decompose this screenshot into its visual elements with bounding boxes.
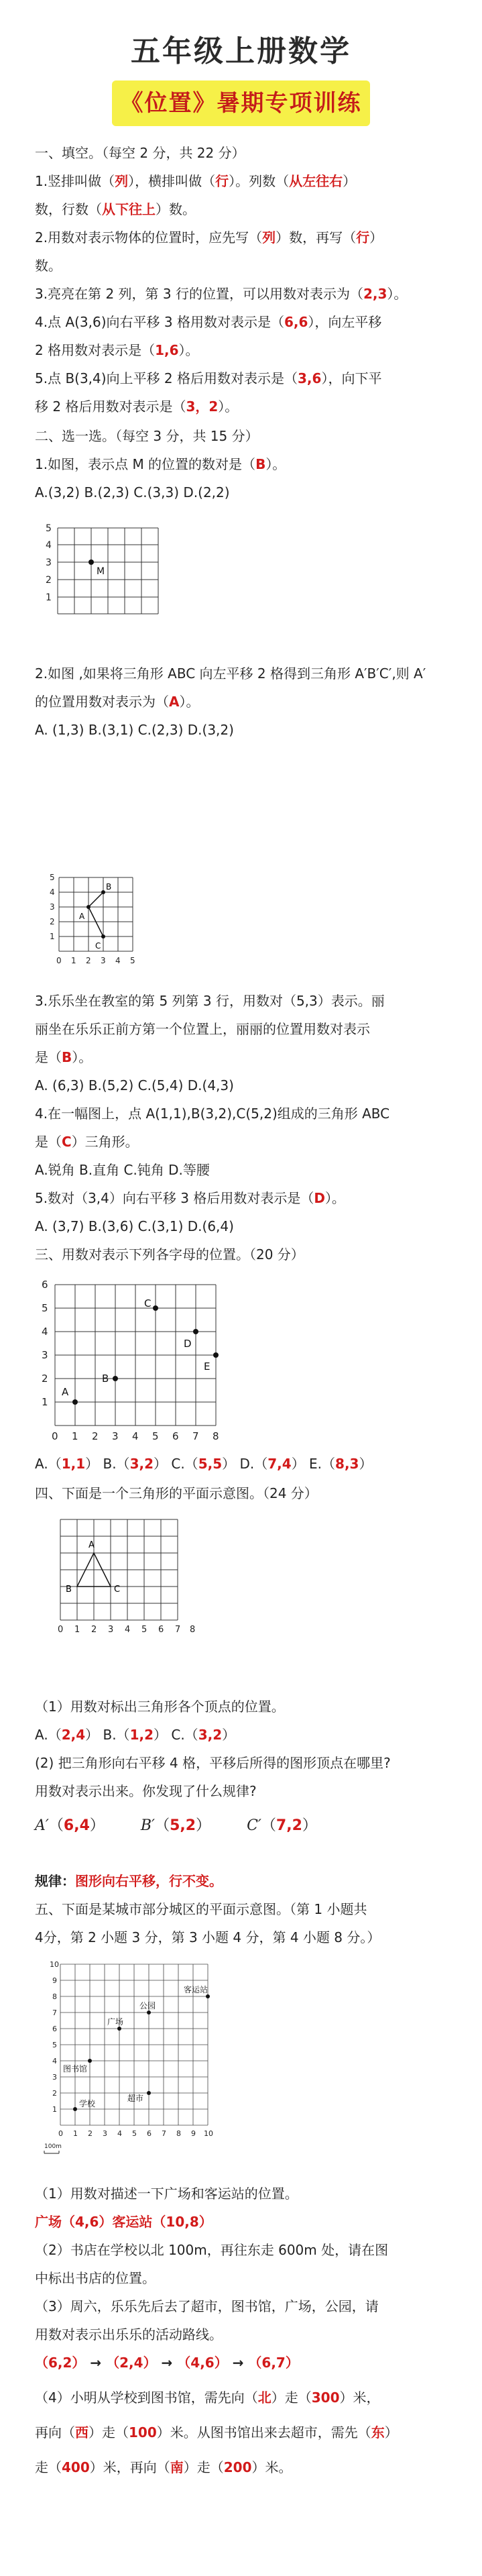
s2-q1: 1.如图，表示点 M 的位置的数对是（B）。 bbox=[35, 456, 286, 472]
svg-text:4: 4 bbox=[117, 2129, 122, 2138]
s5-q1: （1）用数对描述一下广场和客运站的位置。 bbox=[35, 2186, 298, 2202]
svg-text:0: 0 bbox=[58, 1625, 64, 1635]
grid-triangle-abc bbox=[47, 872, 154, 979]
svg-text:B: B bbox=[106, 882, 112, 892]
s1-q4-line1: 4.点 A(3,6)向右平移 3 格用数对表示是（6,6），向左平移 bbox=[35, 314, 382, 330]
s3-answers: A.（1,1） B.（3,2） C.（5,5） D.（7,4） E.（8,3） bbox=[35, 1456, 373, 1472]
s2-q2-line2: 的位置用数对表示为（A）。 bbox=[35, 694, 200, 710]
svg-text:A: A bbox=[79, 912, 85, 921]
page-title: 五年级上册数学 bbox=[131, 34, 351, 68]
svg-text:3: 3 bbox=[112, 1430, 119, 1442]
svg-text:1: 1 bbox=[73, 2129, 78, 2138]
s2-q3-line2: 丽坐在乐乐正前方第一个位置上，丽丽的位置用数对表示 bbox=[35, 1021, 370, 1037]
svg-text:10: 10 bbox=[50, 1960, 59, 1969]
svg-text:3: 3 bbox=[42, 1349, 48, 1361]
s1-q3: 3.亮亮在第 2 列，第 3 行的位置，可以用数对表示为（2,3）。 bbox=[35, 286, 408, 302]
subtitle-banner bbox=[112, 80, 370, 126]
svg-text:C: C bbox=[95, 941, 101, 951]
svg-text:7: 7 bbox=[162, 2129, 166, 2138]
svg-text:6: 6 bbox=[52, 2025, 57, 2033]
section2-heading: 二、选一选。（每空 3 分，共 15 分） bbox=[35, 428, 259, 444]
svg-text:6: 6 bbox=[172, 1430, 179, 1442]
svg-text:2: 2 bbox=[42, 1373, 48, 1385]
svg-text:0: 0 bbox=[58, 2129, 63, 2138]
s5-q3-line2: 用数对表示出乐乐的活动路线。 bbox=[35, 2326, 223, 2343]
svg-text:2: 2 bbox=[86, 956, 91, 965]
map-label-supermarket: 超市 bbox=[127, 2094, 144, 2103]
svg-text:1: 1 bbox=[74, 1625, 80, 1635]
grid-point-m bbox=[32, 518, 186, 635]
section5-heading-line1: 五、下面是某城市部分城区的平面示意图。（第 1 小题共 bbox=[35, 1901, 367, 1917]
svg-text:5: 5 bbox=[141, 1625, 147, 1635]
s4-q1-answers: A.（2,4） B.（1,2） C.（3,2） bbox=[35, 1727, 236, 1743]
s2-q5: 5.数对（3,4）向右平移 3 格后用数对表示是（D）。 bbox=[35, 1190, 345, 1206]
svg-text:5: 5 bbox=[46, 523, 52, 534]
s4-q2-line1: (2) 把三角形向右平移 4 格，平移后所得的图形顶点在哪里? bbox=[35, 1755, 391, 1771]
svg-text:3: 3 bbox=[108, 1625, 114, 1635]
map-label-library: 图书馆 bbox=[63, 2064, 88, 2074]
svg-text:1: 1 bbox=[71, 956, 76, 965]
grid-triangle-s4 bbox=[47, 1513, 194, 1647]
section5-heading-line2: 4分，第 2 小题 3 分，第 3 小题 4 分，第 4 小题 8 分。） bbox=[35, 1929, 381, 1945]
point-m bbox=[88, 559, 94, 565]
svg-text:4: 4 bbox=[125, 1625, 131, 1635]
map-label-station: 客运站 bbox=[184, 1985, 208, 1994]
svg-text:E: E bbox=[204, 1360, 210, 1373]
city-map bbox=[40, 1957, 241, 2165]
s2-q4-line1: 4.在一幅图上，点 A(1,1),B(3,2),C(5,2)组成的三角形 ABC bbox=[35, 1106, 390, 1122]
grid-letters-abcde bbox=[35, 1275, 229, 1442]
svg-text:6: 6 bbox=[158, 1625, 164, 1635]
map-label-park: 公园 bbox=[139, 2001, 156, 2010]
s2-q2-line1: 2.如图 ,如果将三角形 ABC 向左平移 2 格得到三角形 A′B′C′,则 A′ bbox=[35, 665, 426, 682]
s5-q1-answer: 广场（4,6）客运站（10,8） bbox=[35, 2214, 213, 2230]
svg-text:8: 8 bbox=[190, 1625, 196, 1635]
svg-text:8: 8 bbox=[213, 1430, 219, 1442]
svg-text:C: C bbox=[114, 1585, 121, 1595]
svg-text:7: 7 bbox=[52, 2008, 57, 2017]
section1-heading: 一、填空。（每空 2 分，共 22 分） bbox=[35, 145, 245, 161]
svg-text:5: 5 bbox=[130, 956, 135, 965]
s5-q4-line3: 走（400）米，再向（南）走（200）米。 bbox=[35, 2459, 292, 2475]
svg-text:3: 3 bbox=[52, 2073, 57, 2082]
svg-text:4: 4 bbox=[46, 540, 52, 551]
svg-text:C: C bbox=[144, 1297, 152, 1309]
svg-text:8: 8 bbox=[52, 1992, 57, 2001]
svg-text:A: A bbox=[62, 1386, 69, 1398]
s4-q1: （1）用数对标出三角形各个顶点的位置。 bbox=[35, 1699, 285, 1715]
svg-text:4: 4 bbox=[132, 1430, 139, 1442]
svg-text:A: A bbox=[88, 1540, 95, 1550]
s1-q1-line1: 1.竖排叫做（列），横排叫做（行）。列数（从左往右） bbox=[35, 173, 357, 189]
s2-q3-line3: 是（B）。 bbox=[35, 1049, 93, 1065]
svg-text:6: 6 bbox=[147, 2129, 152, 2138]
svg-text:0: 0 bbox=[52, 1430, 58, 1442]
svg-text:2: 2 bbox=[50, 917, 55, 926]
svg-text:9: 9 bbox=[191, 2129, 196, 2138]
map-label-school: 学校 bbox=[79, 2099, 96, 2108]
svg-text:5: 5 bbox=[42, 1302, 48, 1314]
s2-q1-options: A.(3,2) B.(2,3) C.(3,3) D.(2,2) bbox=[35, 484, 230, 500]
svg-text:4: 4 bbox=[115, 956, 121, 965]
svg-text:5: 5 bbox=[52, 2041, 57, 2049]
svg-text:2: 2 bbox=[52, 2089, 57, 2098]
svg-text:4: 4 bbox=[52, 2057, 57, 2065]
svg-text:1: 1 bbox=[72, 1430, 78, 1442]
s4-rule: 规律：图形向右平移，行不变。 bbox=[35, 1873, 223, 1889]
svg-text:2: 2 bbox=[91, 1625, 97, 1635]
s2-q2-options: A. (1,3) B.(3,1) C.(2,3) D.(3,2) bbox=[35, 722, 234, 738]
svg-text:1: 1 bbox=[46, 592, 52, 603]
s1-q2-line2: 数。 bbox=[35, 258, 62, 274]
svg-text:1: 1 bbox=[50, 932, 55, 941]
map-scale-label: 100m bbox=[44, 2143, 62, 2150]
svg-text:10: 10 bbox=[204, 2129, 213, 2138]
svg-text:B: B bbox=[102, 1373, 109, 1385]
point-m-label: M bbox=[97, 566, 105, 577]
s5-q4-line2: 再向（西）走（100）米。从图书馆出来去超市，需先（东） bbox=[35, 2424, 398, 2440]
s2-q4-line2: 是（C）三角形。 bbox=[35, 1134, 139, 1150]
s2-q5-options: A. (3,7) B.(3,6) C.(3,1) D.(6,4) bbox=[35, 1218, 234, 1234]
s5-q3-line1: （3）周六，乐乐先后去了超市，图书馆，广场，公园，请 bbox=[35, 2298, 379, 2314]
s1-q5-line1: 5.点 B(3,4)向上平移 2 格后用数对表示是（3,6），向下平 bbox=[35, 370, 382, 386]
svg-text:2: 2 bbox=[46, 575, 52, 586]
s5-q2-line1: （2）书店在学校以北 100m，再往东走 600m 处，请在图 bbox=[35, 2242, 389, 2258]
svg-text:7: 7 bbox=[192, 1430, 199, 1442]
svg-text:3: 3 bbox=[46, 557, 52, 568]
s5-q3-answer: （6,2） → （2,4） → （4,6） → （6,7） bbox=[35, 2355, 299, 2371]
svg-text:2: 2 bbox=[92, 1430, 99, 1442]
svg-text:3: 3 bbox=[103, 2129, 107, 2138]
svg-text:3: 3 bbox=[50, 902, 55, 912]
svg-text:1: 1 bbox=[42, 1396, 48, 1408]
s1-q1-line2: 数，行数（从下往上）数。 bbox=[35, 201, 196, 217]
svg-text:4: 4 bbox=[42, 1326, 48, 1338]
s2-q4-options: A.锐角 B.直角 C.钝角 D.等腰 bbox=[35, 1162, 210, 1178]
map-label-square: 广场 bbox=[107, 2017, 124, 2027]
s4-q2-answers: A′（6,4） B′（5,2） C′（7,2） bbox=[35, 1817, 317, 1834]
svg-text:5: 5 bbox=[132, 2129, 137, 2138]
s4-q2-line2: 用数对表示出来。你发现了什么规律? bbox=[35, 1783, 257, 1799]
svg-text:9: 9 bbox=[52, 1976, 57, 1985]
s2-q3-line1: 3.乐乐坐在教室的第 5 列第 3 行，用数对（5,3）表示。丽 bbox=[35, 993, 385, 1009]
svg-text:7: 7 bbox=[175, 1625, 181, 1635]
section4-heading: 四、下面是一个三角形的平面示意图。（24 分） bbox=[35, 1485, 318, 1501]
s1-q4-line2: 2 格用数对表示是（1,6）。 bbox=[35, 342, 199, 358]
svg-text:6: 6 bbox=[42, 1279, 48, 1291]
s5-q4-line1: （4）小明从学校到图书馆，需先向（北）走（300）米， bbox=[35, 2390, 380, 2406]
svg-text:B: B bbox=[66, 1585, 72, 1595]
svg-text:D: D bbox=[184, 1338, 192, 1350]
svg-text:8: 8 bbox=[176, 2129, 181, 2138]
s5-q2-line2: 中标出书店的位置。 bbox=[35, 2270, 156, 2286]
s1-q2-line1: 2.用数对表示物体的位置时，应先写（列）数，再写（行） bbox=[35, 229, 383, 246]
svg-text:5: 5 bbox=[50, 873, 55, 882]
subtitle: 《位置》暑期专项训练 bbox=[120, 90, 362, 117]
section3-heading: 三、用数对表示下列各字母的位置。（20 分） bbox=[35, 1246, 304, 1263]
s2-q3-options: A. (6,3) B.(5,2) C.(5,4) D.(4,3) bbox=[35, 1077, 234, 1093]
svg-text:0: 0 bbox=[56, 956, 62, 965]
svg-text:5: 5 bbox=[152, 1430, 159, 1442]
svg-text:1: 1 bbox=[52, 2105, 57, 2114]
svg-text:2: 2 bbox=[88, 2129, 93, 2138]
svg-text:4: 4 bbox=[50, 888, 55, 897]
s1-q5-line2: 移 2 格后用数对表示是（3，2）。 bbox=[35, 398, 239, 415]
svg-text:3: 3 bbox=[101, 956, 106, 965]
